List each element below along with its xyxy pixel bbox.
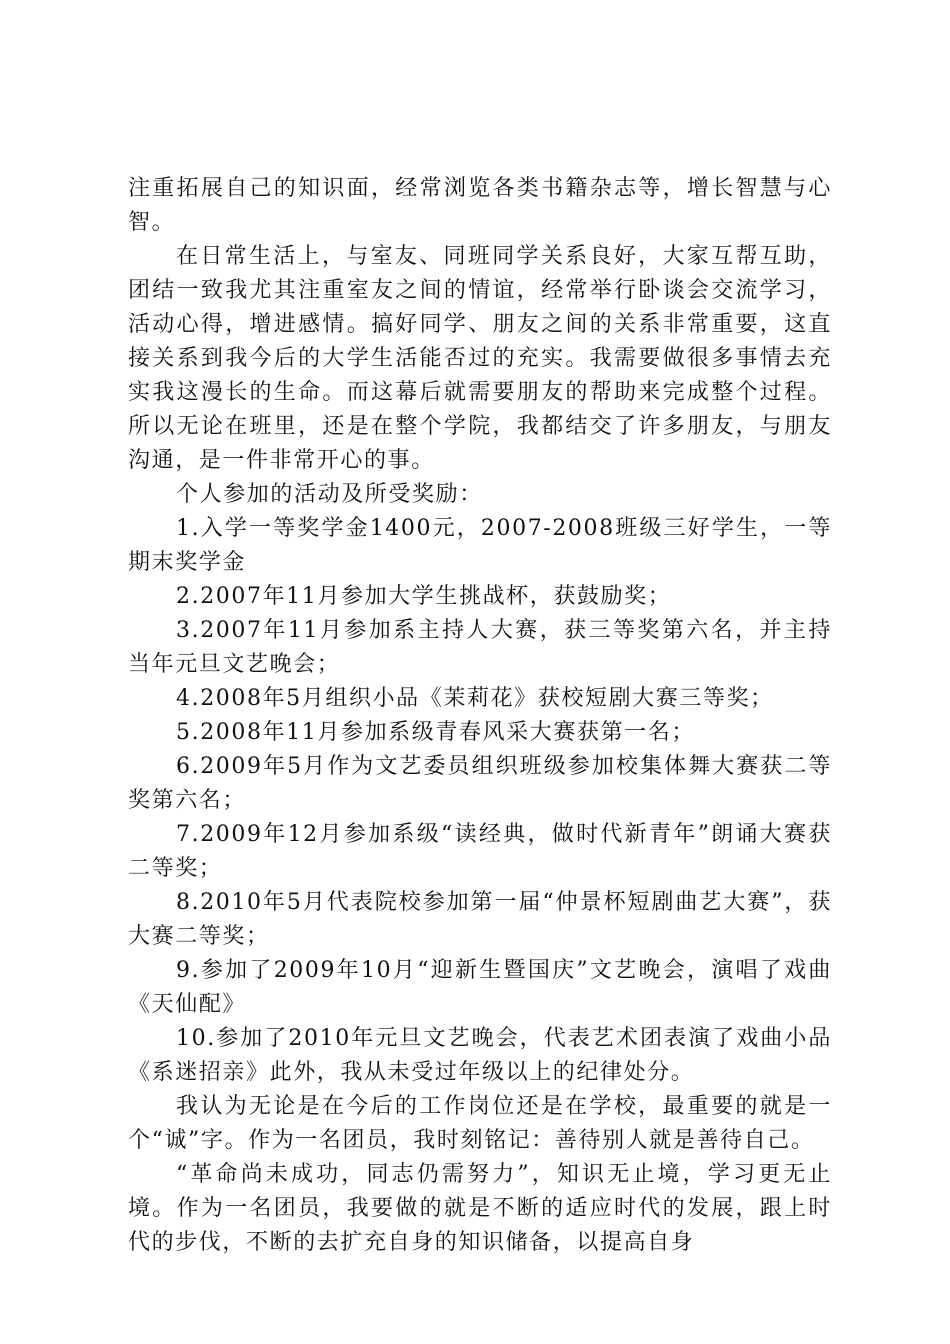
- paragraph-knowledge-continuation: 注重拓展自己的知识面，经常浏览各类书籍杂志等，增长智慧与心智。: [128, 176, 832, 235]
- paragraph-keep-learning: “革命尚未成功，同志仍需努力”，知识无止境，学习更无止境。作为一名团员，我要做的就是不断的适应时代的发展，跟上时代的步伐，不断的去扩充自身的知识储备，以提高自身: [128, 1162, 832, 1255]
- document-body: [128, 172, 832, 1260]
- award-item-6: 6.2009年5月作为文艺委员组织班级参加校集体舞大赛获二等奖第六名；: [128, 754, 832, 813]
- award-item-7: 7.2009年12月参加系级“读经典，做时代新青年”朗诵大赛获二等奖；: [128, 822, 832, 881]
- award-item-3: 3.2007年11月参加系主持人大赛，获三等奖第六名，并主持当年元旦文艺晚会；: [128, 618, 832, 677]
- award-item-10: 10.参加了2010年元旦文艺晚会，代表艺术团表演了戏曲小品《系迷招亲》此外，我从未受过年级以上的纪律处分。: [128, 1026, 832, 1085]
- paragraph-awards-heading: 个人参加的活动及所受奖励：: [176, 482, 483, 507]
- award-item-2: 2.2007年11月参加大学生挑战杯，获鼓励奖；: [176, 584, 672, 609]
- award-item-9: 9.参加了2009年10月“迎新生暨国庆”文艺晚会，演唱了戏曲《天仙配》: [128, 958, 832, 1017]
- award-item-8: 8.2010年5月代表院校参加第一届“仲景杯短剧曲艺大赛”，获大赛二等奖；: [128, 890, 832, 949]
- paragraph-daily-life: 在日常生活上，与室友、同班同学关系良好，大家互帮互助，团结一致我尤其注重室友之间的情谊，经常举行卧谈会交流学习，活动心得，增进感情。搞好同学、朋友之间的关系非常重要，这直接关系到我今后的大学生活能否过的充实。我需要做很多事情去充实我这漫长的生命。而这幕后就需要朋友的帮助来完成整个过程。所以无论在班里，还是在整个学院，我都结交了许多朋友，与朋友沟通，是一件非常开心的事。: [128, 244, 832, 473]
- paragraph-honesty: 我认为无论是在今后的工作岗位还是在学校，最重要的就是一个“诚”字。作为一名团员，我时刻铭记：善待别人就是善待自己。: [128, 1094, 832, 1153]
- award-item-4: 4.2008年5月组织小品《茉莉花》获校短剧大赛三等奖；: [176, 686, 774, 711]
- award-item-5: 5.2008年11月参加系级青春风采大赛获第一名；: [176, 720, 695, 745]
- award-item-1: 1.入学一等奖学金1400元，2007-2008班级三好学生，一等期末奖学金: [128, 516, 832, 575]
